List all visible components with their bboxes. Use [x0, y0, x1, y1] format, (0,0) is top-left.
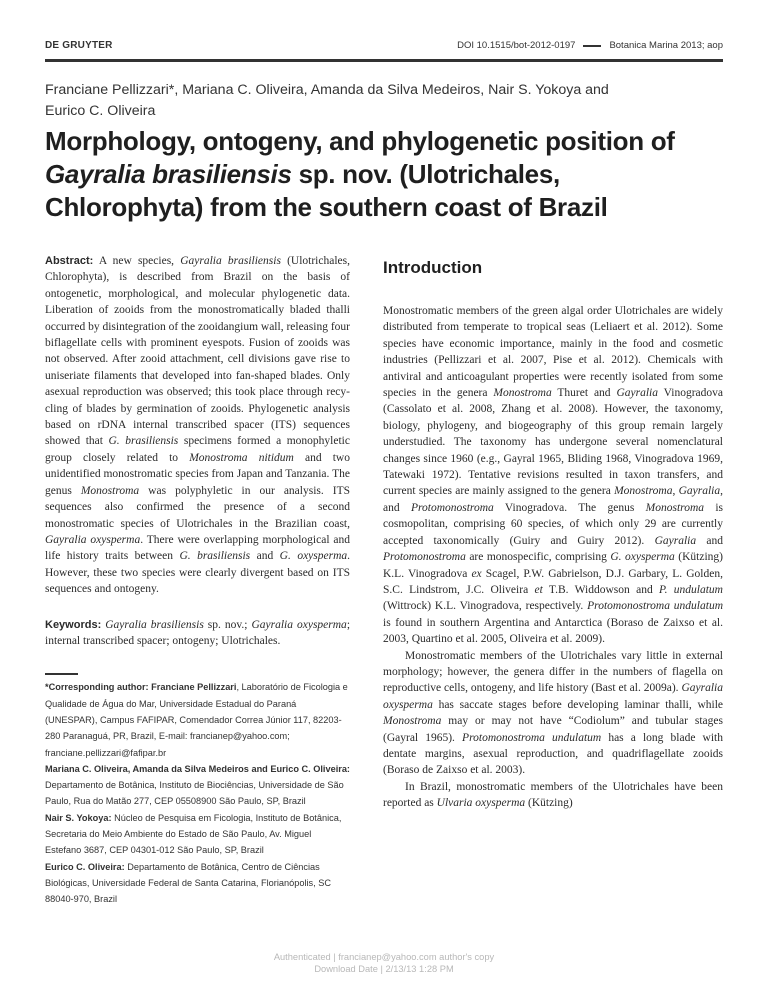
paragraph-text: are monospecific, comprising	[465, 551, 611, 564]
title-species-name: Gayralia brasiliensis	[45, 159, 292, 189]
journal-citation: Botanica Marina 2013; aop	[609, 40, 723, 51]
species-name: Monostroma nitidum	[189, 451, 294, 464]
header-rule	[45, 59, 723, 62]
italic-term: Ulvaria oxysperma	[436, 797, 526, 810]
affiliation-address: Departamento de Botânica, Instituto de Biociências, Universidade de São Paulo, Rua do Matão 277, CEP 05508900 São Paulo, SP, Brazil	[45, 780, 344, 807]
affiliation-address: Departamento de Botânica, Centro de Ciências Biológicas, Universidade Federal de Santa Catarina, Florianópolis, SC 88040-970, Brazil	[45, 861, 331, 905]
species-name: G. oxysperma	[279, 550, 348, 563]
abstract-text: and	[250, 550, 280, 563]
paragraph-text: Vinogradova. The genus	[493, 501, 646, 514]
paragraph-text: T.B. Widdowson and	[542, 583, 660, 596]
paragraph-text: has a long blade with dentate margins, asexual reproduction, and quadriflagellate zooids (Boraso de Zaixso et al. 2003).	[383, 731, 723, 777]
keywords-label: Keywords:	[45, 618, 102, 631]
article-title	[45, 125, 685, 224]
affiliation-item	[45, 679, 350, 760]
affiliation-author: Nair S. Yokoya:	[45, 812, 112, 823]
italic-term: Monostroma	[645, 501, 704, 514]
intro-paragraph	[383, 648, 723, 779]
keywords-text: ; internal transcribed spacer; ontogeny; Ulotrichales.	[45, 618, 351, 647]
introduction-heading: Introduction	[383, 258, 483, 277]
affiliation-item	[45, 859, 350, 908]
affiliation-author: Eurico C. Oliveira:	[45, 861, 125, 872]
title-text: sp. nov. (Ulotrichales, Chlorophyta) from the southern coast of Brazil	[45, 159, 608, 222]
paragraph-text: and	[696, 534, 723, 547]
watermark-auth-line: Authenticated | francianep@yahoo.com author's copy	[273, 952, 495, 962]
affiliation-address: , Laboratório de Ficologia e Qualidade de Água do Mar, Universidade Estadual do Paraná (UNESPAR), Campus FAFIPAR, Comendador Correa Júnior 117, 82203-280 Paranaguá, PR, Brazil, E-mail: francianep@yahoo.com; franciane.pellizzari@fafipar.br	[45, 682, 348, 758]
paragraph-text: (Kützing) K.L. Vinogradova	[383, 551, 723, 580]
paragraph-text: has saccate stages before developing laminar thalli, while	[432, 698, 723, 711]
affiliation-item	[45, 761, 350, 810]
footnote-rule	[45, 673, 78, 675]
italic-term: Gayralia	[654, 534, 697, 547]
species-name: G. brasiliensis	[179, 550, 251, 563]
abstract-text: and two unidentified monostromatic species from Japan and Tanzania. The genus	[45, 451, 350, 497]
header-dash-divider	[583, 45, 601, 47]
affiliation-address: Núcleo de Pesquisa em Ficologia, Instituto de Botânica, Secretaria do Meio Ambiente do Estado de São Paulo, Av. Miguel Estefano 3687, CEP 04301-012 São Paulo, SP, Brazil	[45, 812, 342, 856]
italic-term: G. oxysperma	[610, 551, 675, 564]
italic-term: Protomonostroma undulatum	[462, 731, 602, 744]
keyword-species: Gayralia brasiliensis	[105, 618, 204, 631]
paragraph-text: Scagel, P.W. Gabrielson, D.J. Garbary, L. Golden, S.C. Lindstrom, J.C. Oliveira	[383, 567, 723, 596]
affiliation-author: *Corresponding author: Franciane Pellizzari	[45, 682, 237, 693]
affiliation-item	[45, 810, 350, 859]
species-name: G. brasiliensis	[108, 435, 179, 448]
download-watermark	[0, 951, 768, 975]
paragraph-text: (Wittrock) K.L. Vinogradova, respectively.	[383, 600, 588, 613]
italic-term: Gayralia	[616, 387, 658, 400]
italic-term: Monostroma	[383, 715, 442, 728]
keyword-species: Gayralia oxysperma	[251, 618, 347, 631]
publisher-name: DE GRUYTER	[45, 40, 113, 51]
paragraph-text: may or may not have “Codiolum” and tubular stages (Gayral 1965).	[383, 715, 723, 744]
intro-paragraph	[383, 779, 723, 812]
affiliation-author: Mariana C. Oliveira, Amanda da Silva Medeiros and Eurico C. Oliveira:	[45, 763, 350, 774]
species-name: Gayralia brasiliensis	[180, 255, 281, 267]
abstract-text: . There were overlapping morphological and life history traits between	[45, 533, 350, 563]
paragraph-text: is cosmopolitan, comprising 60 species, of which only 29 are currently accepted taxonomically (Guiry and Guiry 2012).	[383, 501, 724, 547]
italic-term: P. undulatum	[659, 583, 723, 596]
abstract-text: (Ulotrichales, Chlorophyta), is described from Brazil on the basis of ontogenetic, morphological, and molecular phylogenetic data. Liberation of zooids from the monostromatically bladed thalli occurred by disintegration of the zooidangium wall, releasing four biflagellate cells with prominent eyespots. Fusion of zooids was not observed. After zooid attachment, cell divisions gave rise to uniseriate filaments that developed into fan-shaped blades. Only asexual reproduction was observed; this took place through recycling of blades by germination of zooids. Phylogenetic analysis based on rDNA internal transcribed spacer (ITS) sequences showed that	[45, 255, 350, 448]
italic-term: Protomonostroma undulatum	[587, 600, 724, 613]
left-column	[45, 253, 350, 908]
intro-paragraph	[383, 303, 723, 648]
abstract-text: was polyphyletic in our analysis. ITS sequences also confirmed the presence of a second monostromatic species of Ulotrichales in the Brazilian coast,	[45, 484, 350, 530]
italic-term: Gayralia	[678, 485, 721, 498]
watermark-date-line: Download Date | 2/13/13 1:28 PM	[314, 964, 454, 974]
abstract-text: specimens formed a monophyletic group closely related to	[45, 435, 350, 464]
paragraph-text: is found in southern Argentina and Antarctica (Boraso de Zaixso et al. 2003, Quartino et al. 2005, Oliveira et al. 2009).	[383, 616, 723, 646]
paragraph-text: In Brazil, monostromatic members of the Ulotrichales have been reported as	[383, 780, 723, 810]
abstract-text: A new species,	[93, 255, 181, 267]
abstract	[45, 253, 350, 598]
right-column	[383, 253, 723, 812]
paragraph-text: Monostromatic members of the green algal order Ulotrichales are widely distributed from temperate to tropical seas (Leliaert et al. 2012). Some species have economic importance, mainly in the food and cosmetic industries (Pellizzari et al. 2007, Pise et al. 2012). Chemicals with antiviral and anticoagulant properties were recently isolated from some species in the genera	[383, 305, 723, 400]
paragraph-text: (Kützing)	[525, 797, 573, 810]
affiliations	[45, 679, 350, 907]
italic-term: Protomonostroma	[383, 551, 466, 564]
italic-term: ex	[471, 567, 482, 580]
species-name: Monostroma	[80, 484, 140, 497]
italic-term: Monostroma	[493, 387, 552, 400]
abstract-text: . However, these two species were clearly divergent based on ITS sequences and ontogeny.	[45, 550, 351, 596]
paragraph-text: Vinogradova (Cassolato et al. 2008, Zhang et al. 2008). However, the taxonomy, biology, phylogeny, and biogeography of this group remain largely understudied. The taxonomy has undergone several nomenclatural changes since 1960 (e.g., Gayral 1965, Bliding 1968, Vinogradova 1969, Tatewaki 1972). Tentative revisions resulted in taxon transfers, and current species are mainly assigned to the genera	[383, 387, 723, 498]
paragraph-text: ,	[672, 485, 679, 498]
species-name: Gayralia oxysperma	[45, 533, 141, 546]
paragraph-text: Monostromatic members of the Ulotrichales vary little in external morphology; however, the genera differ in the numbers of flagella on reproductive cells, ontogeny, and life history (Bast et al. 2009a).	[383, 649, 723, 695]
running-header-right	[457, 40, 723, 51]
title-text: Morphology, ontogeny, and phylogenetic position of	[45, 126, 675, 156]
keywords	[45, 617, 350, 650]
paragraph-text: Thuret and	[551, 387, 617, 400]
abstract-label: Abstract:	[45, 255, 94, 267]
italic-term: et	[534, 583, 543, 596]
paragraph-text: , and	[383, 485, 723, 514]
author-list: Franciane Pellizzari*, Mariana C. Oliveira, Amanda da Silva Medeiros, Nair S. Yokoya and Eurico C. Oliveira	[45, 82, 609, 119]
italic-term: Monostroma	[614, 485, 673, 498]
italic-term: Gayralia oxysperma	[383, 682, 723, 711]
italic-term: Protomonostroma	[410, 501, 494, 514]
keywords-text: sp. nov.;	[203, 618, 252, 631]
doi-text: DOI 10.1515/bot-2012-0197	[457, 40, 576, 51]
